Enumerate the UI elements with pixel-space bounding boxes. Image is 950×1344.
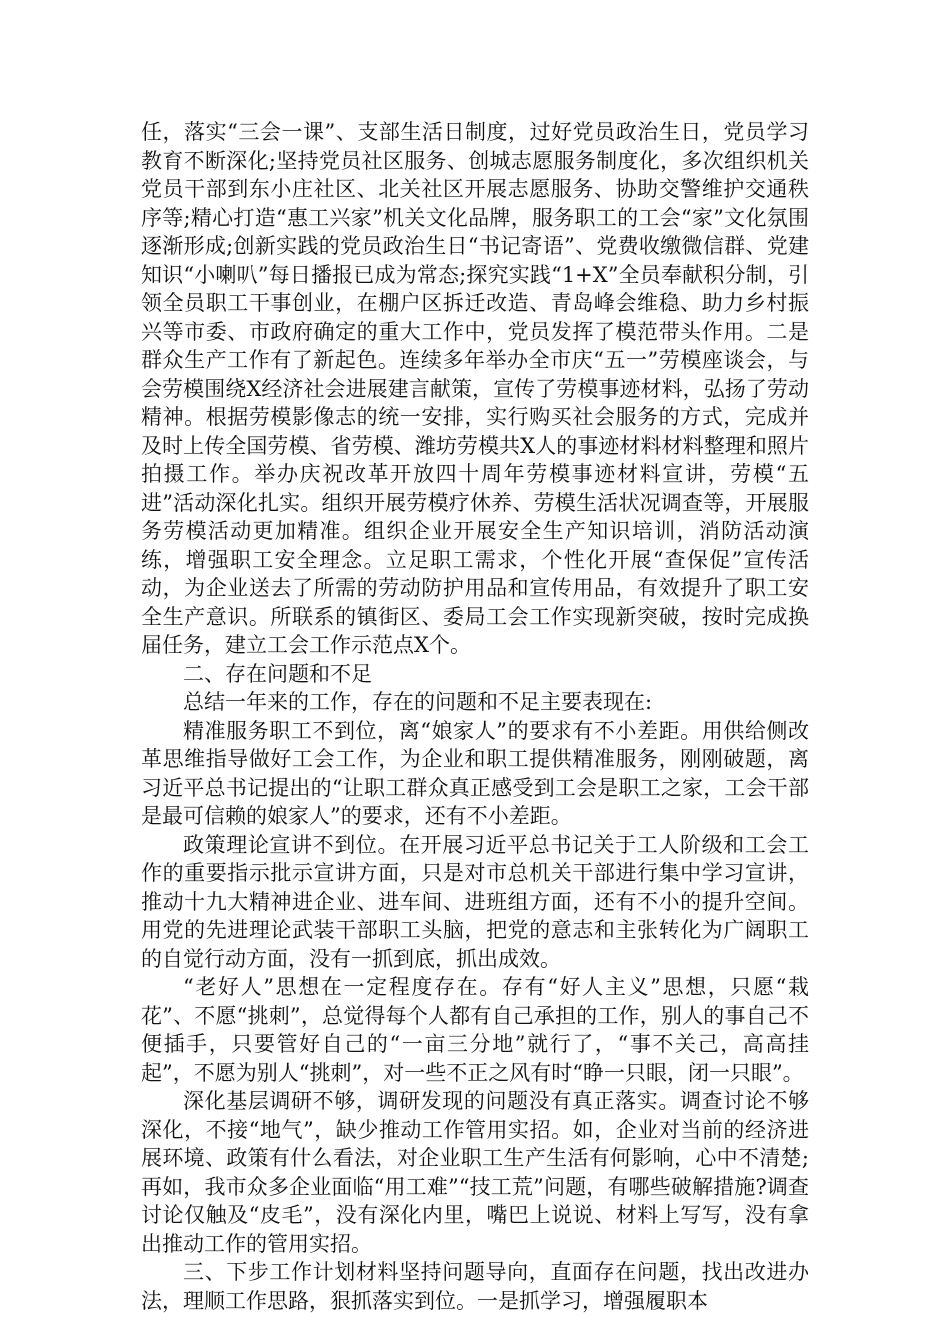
document-body <box>141 118 809 1315</box>
paragraph-summary: 总结一年来的工作，存在的问题和不足主要表现在: <box>183 690 653 714</box>
section-heading-problems: 二、存在问题和不足 <box>183 661 372 686</box>
paragraph-policy-theory: 政策理论宣讲不到位。在开展习近平总书记关于工人阶级和工会工作的重要指示批示宣讲方面，只是对市总机关干部进行集中学习宣讲，推动十九大精神进企业、进车间、进班组方面，还有不小的提升空间。用党的先进理论武装干部职工头脑，把党的意志和主张转化为广阔职工的自觉行动方面，没有一抓到底，抓出成效。 <box>141 832 809 971</box>
paragraph-precise-service: 精准服务职工不到位，离“娘家人”的要求有不小差距。用供给侧改革思维指导做好工会工作，为企业和职工提供精准服务，刚刚破题，离习近平总书记提出的“让职工群众真正感受到工会是职工之家，工会干部是最可信赖的娘家人”的要求，还有不小差距。 <box>141 718 809 828</box>
paragraph-nice-guy: “老好人”思想在一定程度存在。存有“好人主义”思想，只愿“栽花”、不愿“挑刺”，总觉得每个人都有自己承担的工作，别人的事自己不便插手，只要管好自己的“一亩三分地”就行了，“事不关己，高高挂起”，不愿为别人“挑刺”，对一些不正之风有时“睁一只眼，闭一只眼”。 <box>141 975 809 1085</box>
paragraph-continuation: 任，落实“三会一课”、支部生活日制度，过好党员政治生日，党员学习教育不断深化;坚持党员社区服务、创城志愿服务制度化，多次组织机关党员干部到东小庄社区、北关社区开展志愿服务、协助交警维护交通秩序等;精心打造“惠工兴家”机关文化品牌，服务职工的工会“家”文化氛围逐渐形成;创新实践的党员政治生日“书记寄语”、党费收缴微信群、党建知识“小喇叭”每日播报已成为常态;探究实践“1+X”全员奉献积分制，引领全员职工干事创业，在棚户区拆迁改造、青岛峰会维稳、助力乡村振兴等市委、市政府确定的重大工作中，党员发挥了模范带头作用。二是群众生产工作有了新起色。连续多年举办全市庆“五一”劳模座谈会，与会劳模围绕X经济社会进展建言献策，宣传了劳模事迹材料，弘扬了劳动精神。根据劳模影像志的统一安排，实行购买社会服务的方式，完成并及时上传全国劳模、省劳模、潍坊劳模共X人的事迹材料材料整理和照片拍摄工作。举办庆祝改革开放四十周年劳模事迹材料宣讲，劳模“五进”活动深化扎实。组织开展劳模疗休养、劳模生活状况调查等，开展服务劳模活动更加精准。组织企业开展安全生产知识培训，消防活动演练，增强职工安全理念。立足职工需求，个性化开展“查保促”宣传活动，为企业送去了所需的劳动防护用品和宣传用品，有效提升了职工安全生产意识。所联系的镇街区、委局工会工作实现新突破，按时完成换届任务，建立工会工作示范点X个。 <box>141 120 809 657</box>
section-heading-next-steps: 三、下步工作计划材料坚持问题导向，直面存在问题，找出改进办法，理顺工作思路，狠抓落实到位。一是抓学习，增强履职本 <box>141 1260 809 1313</box>
paragraph-grassroots-research: 深化基层调研不够，调研发现的问题没有真正落实。调查讨论不够深化，不接“地气”，缺少推动工作管用实招。如，企业对当前的经济进展环境、政策有什么看法，对企业职工生产生活有何影响，心中不清楚;再如，我市众多企业面临“用工难”“技工荒”问题，有哪些破解措施?调查讨论仅触及“皮毛”，没有深化内里，嘴巴上说说、材料上写写，没有拿出推动工作的管用实招。 <box>141 1089 809 1256</box>
